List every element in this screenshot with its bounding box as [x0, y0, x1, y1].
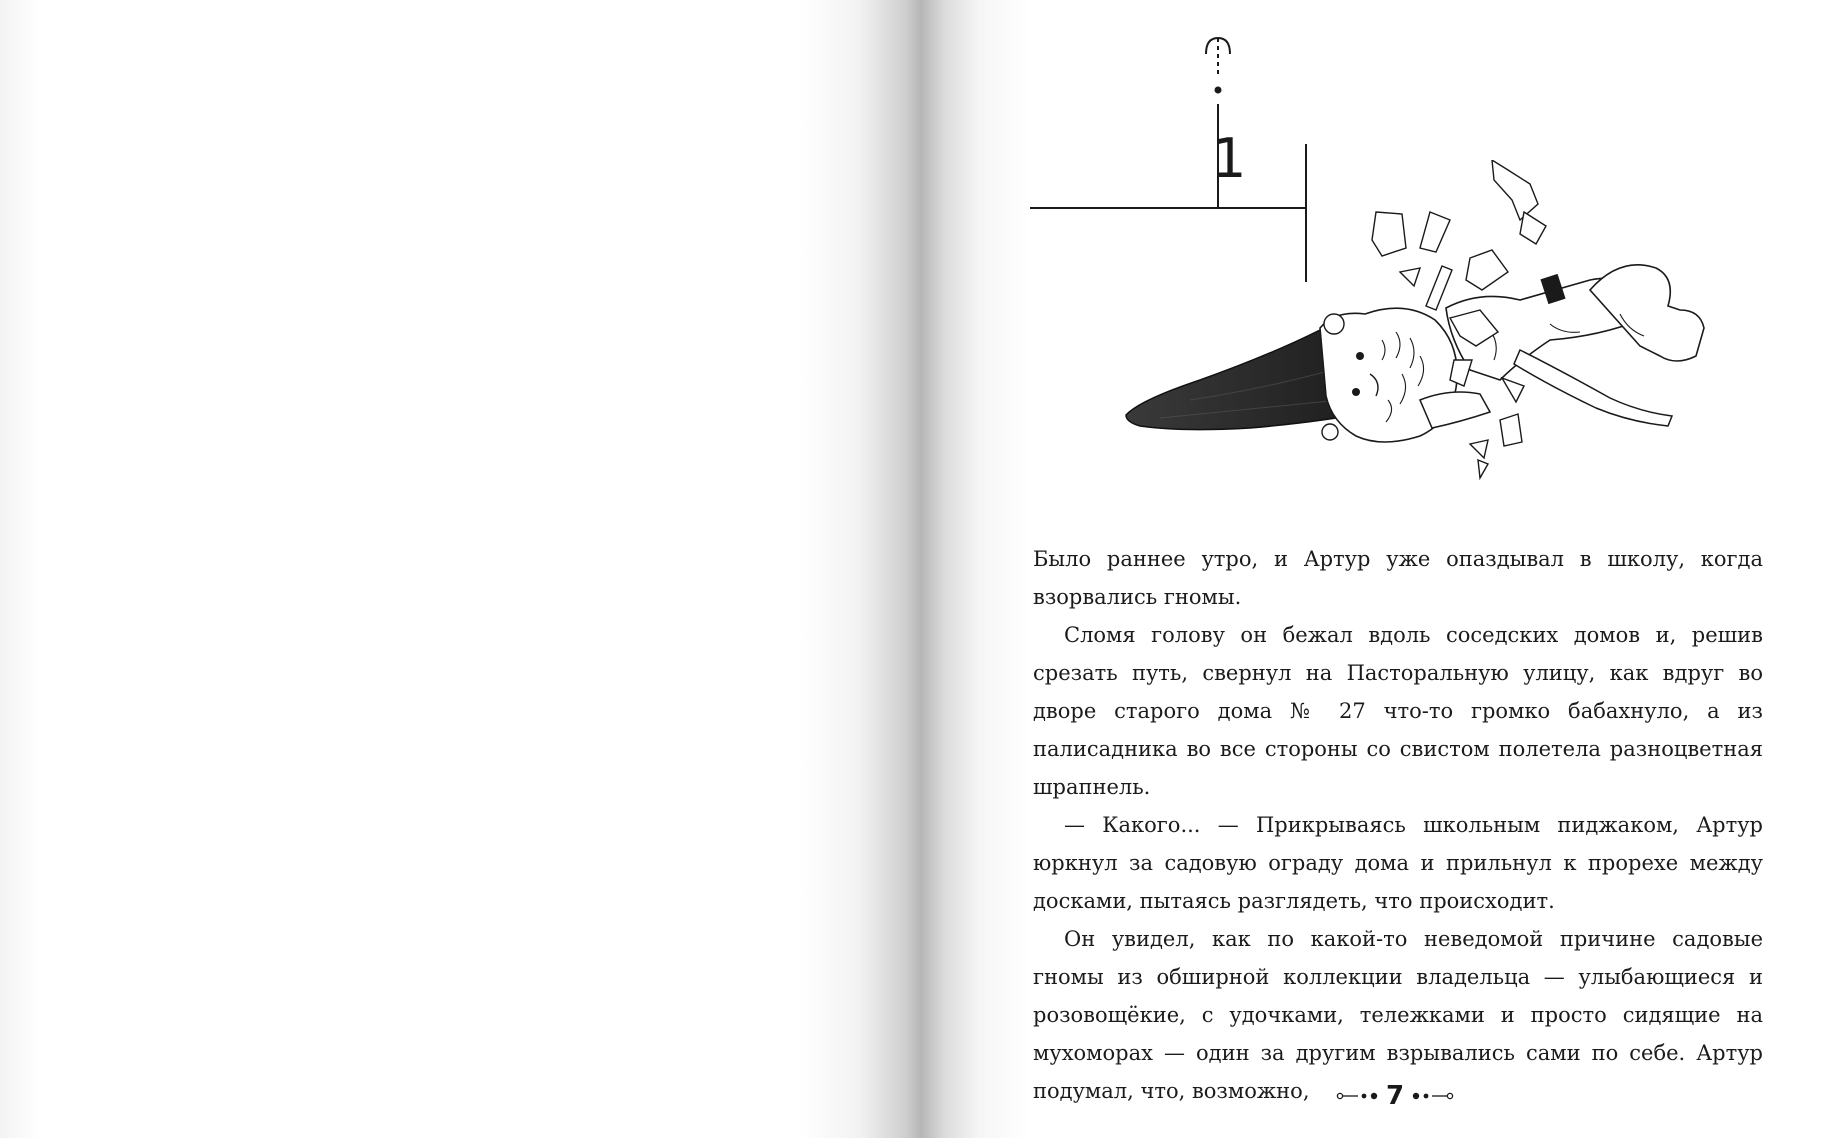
- paragraph: — Какого... — Прикрываясь школьным пиджаком, Артур юркнул за садовую ограду дома и прильнул к прорехе между досками, пытаясь разглядеть, что происходит.: [1033, 813, 1763, 913]
- exploding-gnome-illustration: [1120, 160, 1760, 510]
- paragraph: Он увидел, как по какой-то неведомой причине садовые гномы из обширной коллекции владельца — улыбающиеся и розовощёкие, с удочками, тележками и просто сидящие на мухоморах — один за другим взрывались сами по себе. Артур подумал, что, возможно,: [1033, 927, 1763, 1103]
- paragraph: Было раннее утро, и Артур уже опаздывал в школу, когда взорвались гномы.: [1033, 547, 1763, 609]
- folio-ornament-right-icon: [1410, 1090, 1454, 1102]
- left-page-blank: [0, 0, 920, 1138]
- page-number: 7: [1385, 1081, 1405, 1111]
- paragraph: Сломя голову он бежал вдоль соседских домов и, решив срезать путь, свернул на Пасторальную улицу, как вдруг во дворе старого дома № 27 что-то громко бабахнуло, а из палисадника во все стороны со свистом полетела разноцветная шрапнель.: [1033, 623, 1763, 799]
- chapter-number: 1: [1212, 127, 1247, 190]
- chapter-text: [1033, 540, 1763, 1110]
- folio-ornament-left-icon: [1336, 1090, 1380, 1102]
- page-number-footer: [1330, 1078, 1460, 1114]
